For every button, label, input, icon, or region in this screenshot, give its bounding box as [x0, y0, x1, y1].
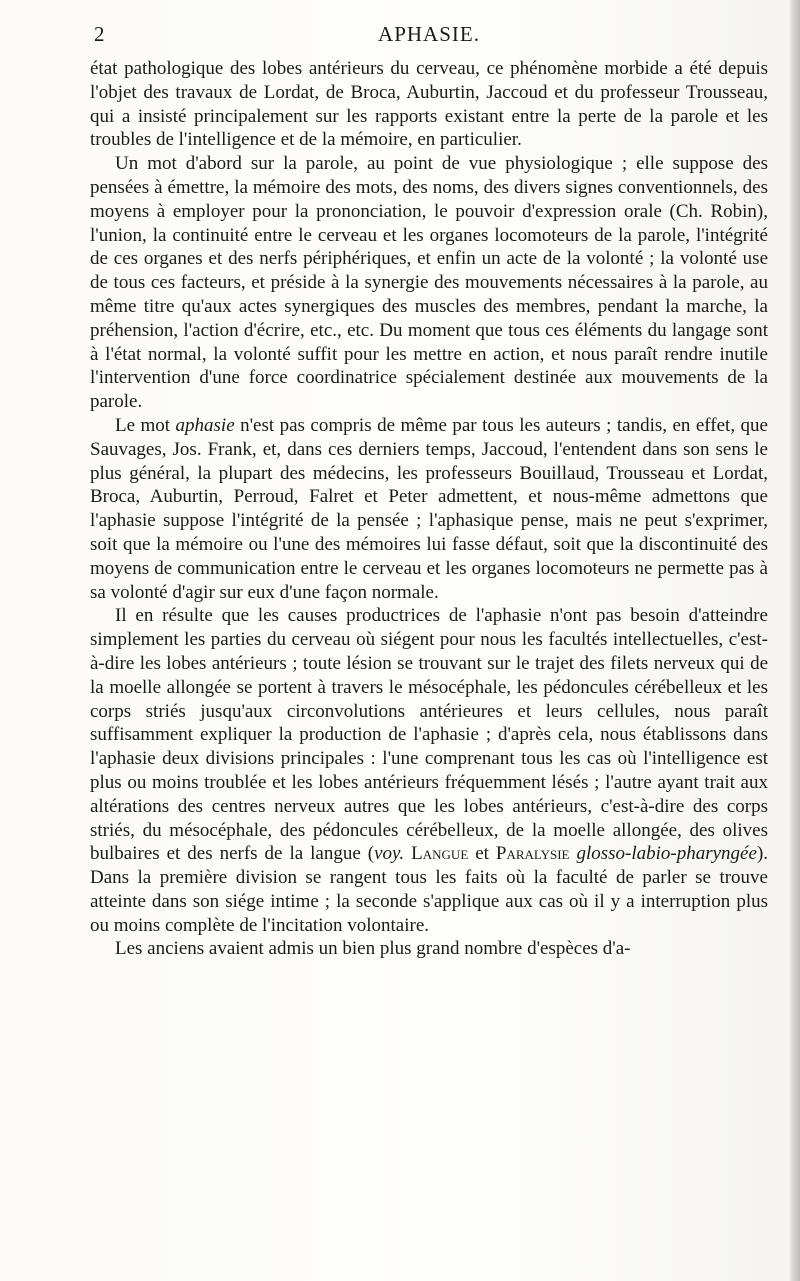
paragraph-3-text-b: n'est pas compris de même par tous les auteurs ; tandis, en effet, que Sauvages, Jos. Frank, et, dans ces derniers temps, Jaccoud, l'entendent dans son sens le plus général, la plupart des médecins, les professeurs Bouillaud, Trousseau et Lordat, Broca, Auburtin, Perroud, Falret et Peter admettent, et nous-même admettons que l'aphasie suppose l'intégrité de la pensée ; l'aphasique pense, mais ne peut s'exprimer, soit que la mémoire ou l'une des mémoires lui fasse défaut, soit que la discontinuité des moyens de communication entre le cerveau et les organes locomoteurs ne permette pas à sa volonté d'agir sur eux d'une façon normale. [90, 414, 768, 603]
paragraph-3-text-a: Le mot [115, 414, 176, 436]
cross-ref-voy: voy. [374, 843, 405, 865]
paragraph-1: état pathologique des lobes antérieurs du cerveau, ce phénomène morbide a été depuis l'objet des travaux de Lordat, de Broca, Auburtin, Jaccoud et du professeur Trousseau, qui a insisté principalement sur les rapports existant entre la perte de la parole et les troubles de l'intelligence et de la mémoire, en particulier. [90, 58, 768, 151]
paragraph-4-text-a: Il en résulte que les causes productrices de l'aphasie n'ont pas besoin d'atteindre simplement les parties du cerveau où siégent pour nous les facultés intellectuelles, c'est-à-dire les lobes antérieurs ; toute lésion se trouvant sur le trajet des filets nerveux qui de la moelle allongée se portent à travers le mésocéphale, les pédoncules cérébelleux et les corps striés jusqu'aux circonvolutions antérieures et leurs cellules, nous paraît suffisamment expliquer la production de l'aphasie ; d'après cela, nous établissons dans l'aphasie deux divisions principales : l'une comprenant tous les cas où l'intelligence est plus ou moins troublée et les lobes antérieurs fréquemment lésés ; l'autre ayant trait aux altérations des centres nerveux autres que les lobes antérieurs, c'est-à-dire des corps striés, du mésocéphale, des pédoncules cérébelleux, de la moelle allongée, des olives bulbaires et des nerfs de la langue ( [90, 605, 768, 865]
page-number: 2 [94, 22, 105, 46]
paragraph-5: Les anciens avaient admis un bien plus grand nombre d'espèces d'a- [115, 938, 631, 960]
paragraph-4 [90, 604, 768, 937]
page-header [92, 14, 766, 48]
running-title: APHASIE. [378, 22, 480, 46]
cross-ref-glosso: glosso-labio-pharyngée [576, 843, 757, 865]
paragraph-4-text-b: et [468, 843, 496, 865]
cross-ref-langue: Langue [411, 843, 469, 865]
paragraph-3 [90, 414, 768, 604]
term-aphasie: aphasie [175, 414, 235, 436]
paragraph-4-text-c: ). Dans la première division se rangent tous les faits où la faculté de parler se trouve atteinte dans son siége intime ; la seconde s'applique aux cas où il y a interruption plus ou moins complète de l'incitation volontaire. [90, 843, 769, 936]
cross-ref-paralysie: Paralysie [495, 843, 570, 865]
page-edge-shadow [790, 0, 800, 1281]
body-text [90, 57, 768, 961]
paragraph-2: Un mot d'abord sur la parole, au point de vue physiologique ; elle suppose des pensées à émettre, la mémoire des mots, des noms, des divers signes conventionnels, des moyens à employer pour la prononciation, le pouvoir d'expression orale (Ch. Robin), l'union, la continuité entre le cerveau et les organes locomoteurs de la parole, l'intégrité de ces organes et des nerfs périphériques, et enfin un acte de la volonté ; la volonté use de tous ces facteurs, et préside à la synergie des mouvements nécessaires à la parole, au même titre qu'aux actes synergiques des muscles des membres, pendant la marche, la préhension, l'action d'écrire, etc., etc. Du moment que tous ces éléments du langage sont à l'état normal, la volonté suffit pour les mettre en action, et nous paraît rendre inutile l'intervention d'une force coordinatrice spécialement destinée aux mouvements de la parole. [90, 153, 768, 413]
